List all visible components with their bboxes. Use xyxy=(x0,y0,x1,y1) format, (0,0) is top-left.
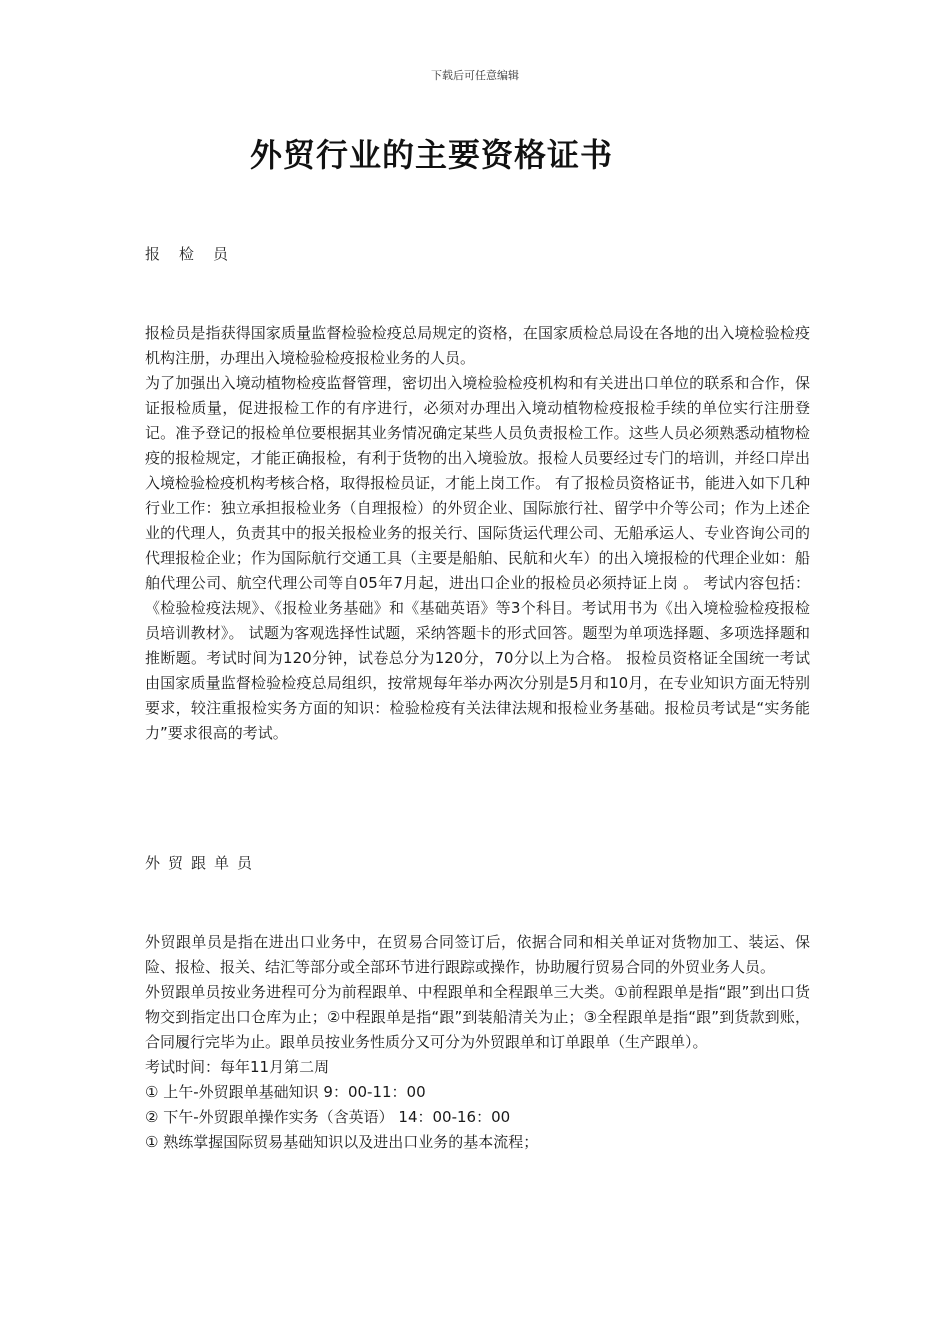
paragraph: 考试时间：每年11月第二周 xyxy=(145,1058,330,1076)
paragraph: ① 上午-外贸跟单基础知识 9：00-11：00 xyxy=(145,1083,426,1101)
document-title: 外贸行业的主要资格证书 xyxy=(250,136,614,174)
paragraph: 外贸跟单员按业务进程可分为前程跟单、中程跟单和全程跟单三大类。①前程跟单是指“跟”到出口货物交到指定出口仓库为止；②中程跟单是指“跟”到装船清关为止；③全程跟单是指“跟”到货款到账，合同履行完毕为止。跟单员按业务性质分又可分为外贸跟单和订单跟单（生产跟单）。 xyxy=(145,983,810,1051)
section-heading-merchandiser: 外贸跟单员 xyxy=(145,854,261,872)
section-heading-inspector: 报检员 xyxy=(145,245,248,263)
paragraph: 为了加强出入境动植物检疫监督管理，密切出入境检验检疫机构和有关进出口单位的联系和合作，保证报检质量，促进报检工作的有序进行，必须对办理出入境动植物检疫报检手续的单位实行注册登记。准予登记的报检单位要根据其业务情况确定某些人员负责报检工作。这些人员必须熟悉动植物检疫的报检规定，才能正确报检，有利于货物的出入境验放。报检人员要经过专门的培训，并经口岸出入境检验检疫机构考核合格，取得报检员证，才能上岗工作。 有了报检员资格证书，能进入如下几种行业工作：独立承担报检业务（自理报检）的外贸企业、国际旅行社、留学中介等公司；作为上述企业的代理人，负责其中的报关报检业务的报关行、国际货运代理公司、无船承运人、专业咨询公司的代理报检企业；作为国际航行交通工具（主要是船舶、民航和火车）的出入境报检的代理企业如：船舶代理公司、航空代理公司等自05年7月起，进出口企业的报检员必须持证上岗 。 考试内容包括：《检验检疫法规》、《报检业务基础》和《基础英语》等3个科目。考试用书为《出入境检验检疫报检员培训教材》。 试题为客观选择性试题，采纳答题卡的形式回答。题型为单项选择题、多项选择题和推断题。考试时间为120分钟，试卷总分为120分，70分以上为合格。 报检员资格证全国统一考试由国家质量监督检验检疫总局组织，按常规每年举办两次分别是5月和10月，在专业知识方面无特别要求，较注重报检实务方面的知识：检验检疫有关法律法规和报检业务基础。报检员考试是“实务能力”要求很高的考试。 xyxy=(145,374,810,742)
paragraph: 外贸跟单员是指在进出口业务中，在贸易合同签订后，依据合同和相关单证对货物加工、装运、保险、报检、报关、结汇等部分或全部环节进行跟踪或操作，协助履行贸易合同的外贸业务人员。 xyxy=(145,933,810,976)
header-note: 下载后可任意编辑 xyxy=(431,69,519,82)
paragraph: 报检员是指获得国家质量监督检验检疫总局规定的资格，在国家质检总局设在各地的出入境检验检疫机构注册，办理出入境检验检疫报检业务的人员。 xyxy=(145,324,810,367)
paragraph: ② 下午-外贸跟单操作实务（含英语） 14：00-16：00 xyxy=(145,1108,511,1126)
paragraph: ① 熟练掌握国际贸易基础知识以及进出口业务的基本流程； xyxy=(145,1133,539,1151)
section-body-merchandiser xyxy=(145,930,810,1155)
section-body-inspector xyxy=(145,321,810,746)
